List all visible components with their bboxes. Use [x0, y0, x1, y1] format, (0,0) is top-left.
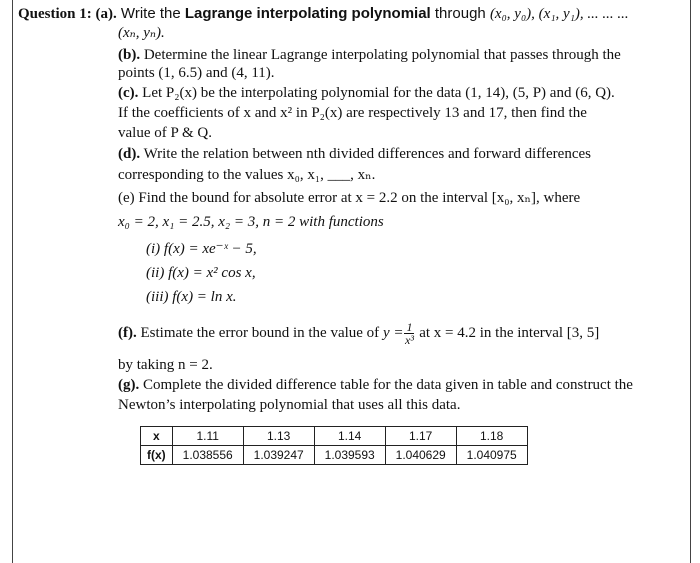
- part-e-function-i: (i) f(x) = xe⁻ˣ − 5,: [146, 241, 257, 257]
- data-table: [140, 426, 528, 465]
- part-c-line2: If the coefficients of x and x² in P₂(x) are respectively 13 and 17, then find the: [118, 105, 587, 121]
- part-c-tag: (c).: [118, 85, 139, 101]
- part-a-line2: (xₙ, yₙ).: [118, 25, 165, 41]
- part-g-line1: [118, 376, 633, 394]
- table-cell-x-3: 1.14: [314, 427, 385, 446]
- part-b-tag: (b).: [118, 47, 141, 63]
- table-cell-fx-5: 1.040975: [456, 446, 527, 465]
- table-cell-fx-3: 1.039593: [314, 446, 385, 465]
- table-cell-fx-2: 1.039247: [243, 446, 314, 465]
- part-b-line1: [118, 46, 621, 64]
- table-row-x: [141, 427, 528, 446]
- part-d-line1: [118, 145, 591, 163]
- part-e-function-iii: (iii) f(x) = ln x.: [146, 289, 237, 305]
- part-a-bold: Lagrange interpolating polynomial: [184, 5, 431, 22]
- part-f-numerator: 1: [406, 319, 413, 334]
- table-cell-x-2: 1.13: [243, 427, 314, 446]
- table-row-fx: [141, 446, 528, 465]
- part-f-post: at x = 4.2 in the interval [3, 5]: [415, 325, 600, 341]
- part-d-line2: corresponding to the values x₀, x₁, ___, xₙ.: [118, 167, 376, 183]
- right-border: [690, 0, 691, 563]
- part-c-text: Let P₂(x) be the interpolating polynomial for the data (1, 14), (5, P) and (6, Q).: [138, 85, 615, 101]
- part-d-text: Write the relation between nth divided differences and forward differences: [140, 146, 591, 162]
- part-e-function-ii: (ii) f(x) = x² cos x,: [146, 265, 256, 281]
- table-cell-x-4: 1.17: [385, 427, 456, 446]
- table-cell-fx-4: 1.040629: [385, 446, 456, 465]
- part-a-through: through: [430, 5, 490, 22]
- part-g-text: Complete the divided difference table for the data given in table and construct the: [139, 377, 633, 393]
- part-a-tag: (a).: [95, 6, 117, 22]
- part-a-points: (x₀, y₀), (x₁, y₁), ... ... ...: [489, 6, 629, 22]
- part-g-tag: (g).: [118, 377, 140, 393]
- part-b-text: Determine the linear Lagrange interpolating polynomial that passes through the: [140, 47, 621, 63]
- part-g-line2: Newton’s interpolating polynomial that uses all this data.: [118, 397, 461, 413]
- part-e-line2: x₀ = 2, x₁ = 2.5, x₂ = 3, n = 2 with functions: [118, 214, 384, 230]
- part-f-fraction: [404, 321, 414, 347]
- part-b-line2: points (1, 6.5) and (4, 11).: [118, 65, 275, 81]
- part-a-line1: [18, 5, 629, 23]
- part-f-line1: [118, 320, 599, 347]
- part-d-tag: (d).: [118, 146, 141, 162]
- table-cell-x-5: 1.18: [456, 427, 527, 446]
- part-e-line1: (e) Find the bound for absolute error at x = 2.2 on the interval [x₀, xₙ], where: [118, 190, 581, 206]
- table-header-x: x: [141, 427, 173, 446]
- part-f-y: y =: [382, 325, 404, 341]
- part-c-line1: [118, 84, 615, 102]
- part-f-tag: (f).: [118, 325, 137, 341]
- table-cell-x-1: 1.11: [172, 427, 243, 446]
- part-f-denominator: x³: [405, 332, 414, 347]
- table-header-fx: f(x): [141, 446, 173, 465]
- left-border: [12, 0, 13, 563]
- question-label: Question 1:: [18, 6, 92, 22]
- part-a-text: Write the: [116, 5, 185, 22]
- part-f-line2: by taking n = 2.: [118, 357, 213, 373]
- part-f-pre: Estimate the error bound in the value of: [136, 325, 383, 341]
- part-c-line3: value of P & Q.: [118, 125, 213, 141]
- table-cell-fx-1: 1.038556: [172, 446, 243, 465]
